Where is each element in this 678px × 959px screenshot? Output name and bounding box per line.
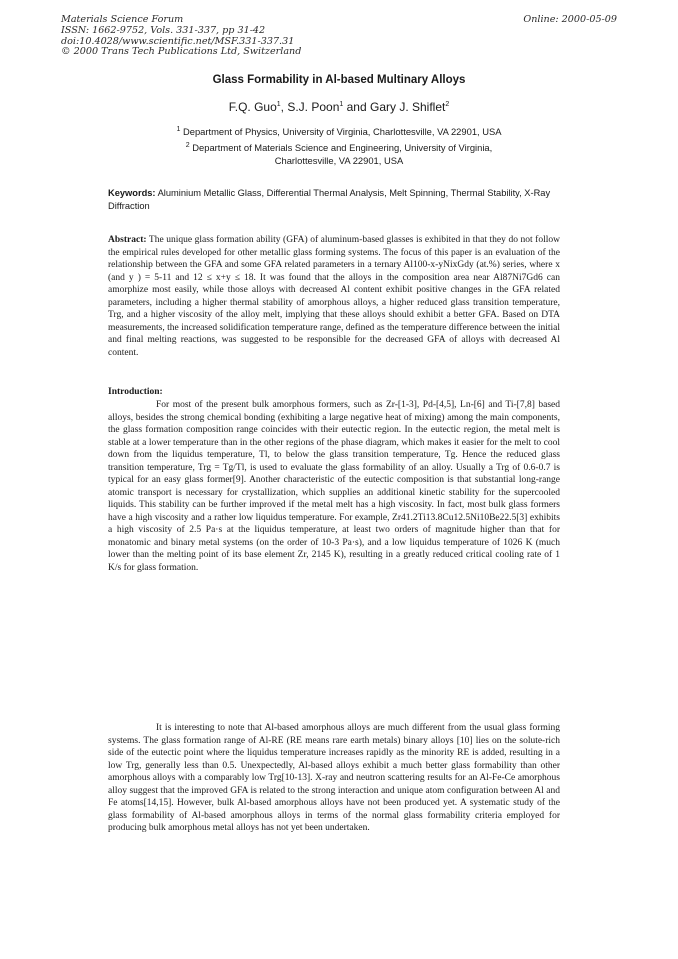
keywords <box>108 187 568 212</box>
affiliation-1 <box>0 126 678 139</box>
paragraph-text: It is interesting to note that Al-based amorphous alloys are much different from the usual glass forming systems. The glass formation range of Al-RE (RE means rare earth metals) binary alloys [10] lies on the solute-rich side of the eutectic point where the liquidus temperature increases rapidly as the minority RE is added, resulting in a low Trg, generally less than 0.5. Unexpectedly, Al-based alloys exhibit a much better glass formability than other amorphous alloys with a comparably low Trg[10-13]. X-ray and neutron scattering results for an Al-Fe-Ce amorphous alloy suggest that the improved GFA is related to the strong interaction and unique atom configuration between Al and Fe atoms[14,15]. However, bulk Al-based amorphous alloys have not been produced yet. A systematic study of the glass formability of Al-based amorphous alloys in terms of the normal glass formability criteria employed for producing bulk amorphous metal alloys has not yet been undertaken. <box>108 723 560 833</box>
journal-name: Materials Science Forum <box>61 14 184 25</box>
intro-paragraph-1 <box>108 399 560 574</box>
author-affiliation-mark: 1 <box>276 101 281 108</box>
author-name: F.Q. Guo <box>228 100 277 114</box>
affiliation-text: Department of Materials Science and Engineering, University of Virginia, <box>192 142 493 153</box>
abstract <box>108 234 560 359</box>
abstract-text: The unique glass formation ability (GFA) of aluminum-based glasses is exhibited in that they do not follow the empirical rules developed for other metallic glass forming systems. The focus of this paper is an evaluation of the relationship between the GFA and some GFA related parameters in a ternary Al100-x-yNixGdy (at.%) series, where x (and y ) = 5-11 and 12 ≤ x+y ≤ 18. It was found that the alloys in the composition area near Al87Ni7Gd6 can amorphize most easily, while those alloys with decreased Al content exhibit positive changes in the GFA related parameters, including a higher thermal stability of amorphous alloys, a higher reduced glass transition temperature, Trg, and a higher viscosity of the alloy melt, implying that these alloys should exhibit a better GFA. Based on DTA measurements, the increased solidification temperature range, defined as the temperature difference between the initial and final melting reactions, was suggested to be responsible for the decreased GFA of alloys with decreased Al content. <box>108 235 560 358</box>
affiliation-text: Department of Physics, University of Virginia, Charlottesville, VA 22901, USA <box>182 126 502 137</box>
paragraph-text: For most of the present bulk amorphous formers, such as Zr-[1-3], Pd-[4,5], Ln-[6] and Ti-[7,8] based alloys, besides the strong chemical bonding (exhibiting a large negative heat of mixing) among the main components, the glass formation composition range coincides with their eutectic region. In the eutectic region, the metal melt is stable at a lower temperature than in the other regions of the phase diagram, which makes it easier for the melt to cool down from the liquidus temperature, Tl, to below the glass transition temperature, Tg. Hence the reduced glass transition temperature, Trg = Tg/Tl, is used to evaluate the glass formability of an alloy. Usually a Trg of 0.6-0.7 is typical for an easy glass former[9]. Another characteristic of the eutectic composition is that substantial long-range atomic transport is necessary for crystallization, which supplies an additional kinetic stability for the supercooled liquids. This stability can be further improved if the metal melt has a high viscosity. In fact, most bulk glass formers have a high viscosity and a rather low liquidus temperature. For example, Zr41.2Ti13.8Cu12.5Ni10Be22.5[3] exhibits a high viscosity of 2.5 Pa·s at the liquidus temperature, at least two orders of magnitude higher than that for monatomic and binary metal systems (on the order of 10-3 Pa·s), and a low liquidus temperature of 1026 K (much lower than the melting point of its base element Zr, 2145 K), resulting in a greatly reduced critical cooling rate of 1 K/s for glass formation. <box>108 400 560 573</box>
abstract-label: Abstract: <box>108 235 147 245</box>
author-name: Gary J. Shiflet <box>369 100 446 114</box>
affiliation-text-line2: Charlottesville, VA 22901, USA <box>274 154 404 166</box>
affiliation-2 <box>0 142 678 167</box>
author-list <box>0 100 678 114</box>
paper-title: Glass Formability in Al-based Multinary Alloys <box>212 74 466 86</box>
issn-line: ISSN: 1662-9752, Vols. 331-337, pp 31-42 <box>61 24 266 36</box>
author-separator: , <box>280 100 288 114</box>
affiliation-mark: 1 <box>176 125 181 133</box>
author-conjunction: and <box>343 100 370 114</box>
keywords-text: Aluminium Metallic Glass, Differential Thermal Analysis, Melt Spinning, Thermal Stability, X-Ray Diffraction <box>108 188 551 211</box>
author-name: S.J. Poon <box>287 100 340 114</box>
publication-header <box>61 15 381 58</box>
author-affiliation-mark: 2 <box>445 101 450 108</box>
keywords-label: Keywords: <box>108 188 156 198</box>
online-date: Online: 2000-05-09 <box>523 14 617 25</box>
doi-line: doi:10.4028/www.scientific.net/MSF.331-337.31 <box>61 35 295 47</box>
affiliation-mark: 2 <box>185 141 190 149</box>
copyright-line: © 2000 Trans Tech Publications Ltd, Switzerland <box>61 46 302 58</box>
intro-paragraph-2 <box>108 722 560 835</box>
section-heading-introduction: Introduction: <box>108 387 163 397</box>
author-affiliation-mark: 1 <box>339 101 344 108</box>
